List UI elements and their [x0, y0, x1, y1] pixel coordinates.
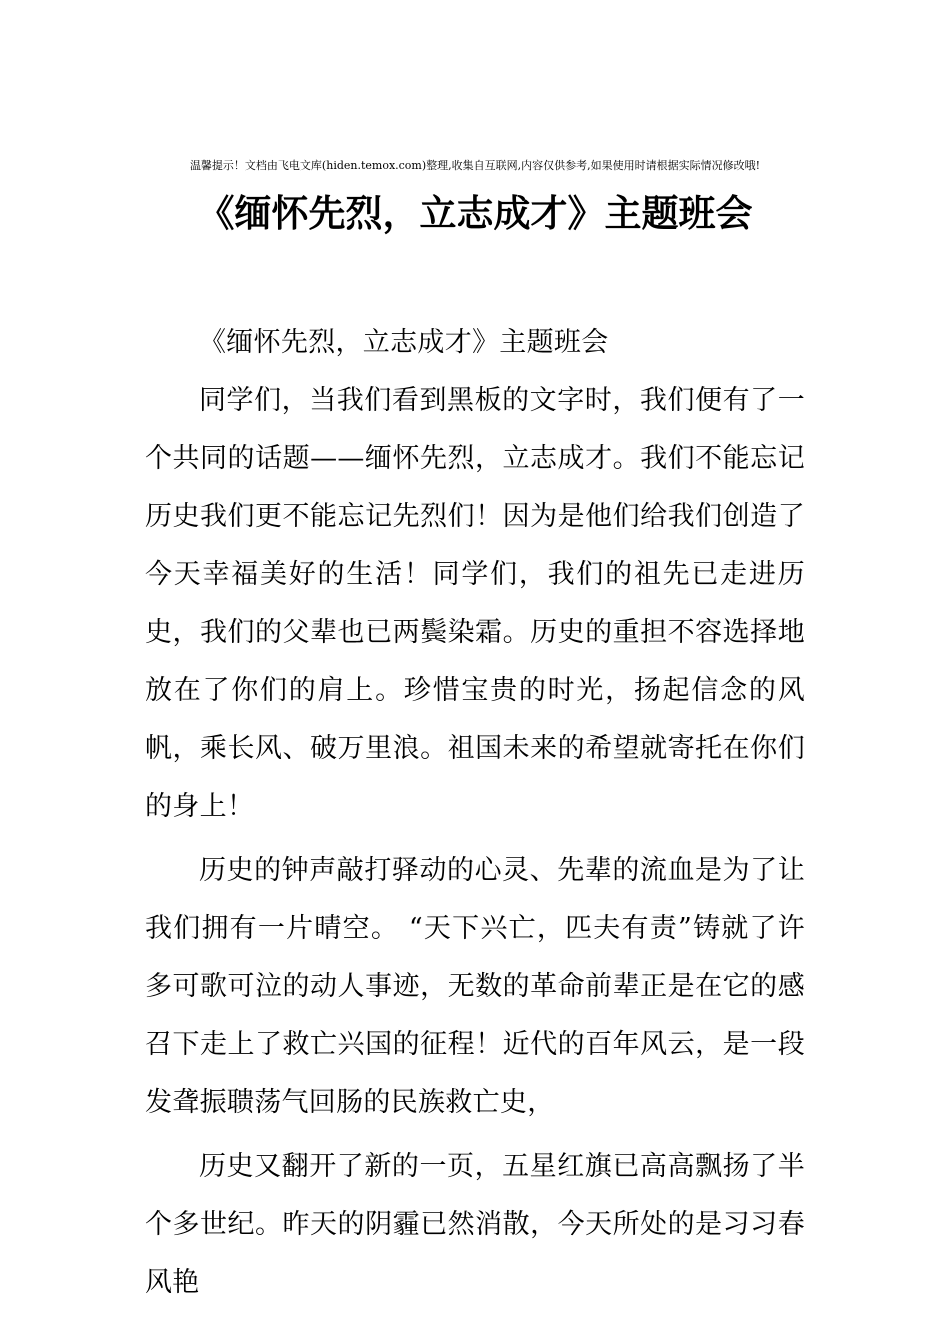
paragraph: 历史的钟声敲打驿动的心灵、先辈的流血是为了让我们拥有一片晴空。 “天下兴亡，匹夫有责”铸就了许多可歌可泣的动人事迹，无数的革命前辈正是在它的感召下走上了救亡兴国的征程！近代的百年风云，是一段发聋振聩荡气回肠的民族救亡史， — [145, 855, 805, 1118]
document-body — [145, 314, 805, 1312]
paragraph-subtitle: 《缅怀先烈，立志成才》主题班会 — [199, 327, 609, 358]
document-title: 《缅怀先烈，立志成才》主题班会 — [197, 192, 753, 235]
download-notice: 温馨提示！文档由飞电文库(hiden.temox.com)整理,收集自互联网,内容仅供参考,如果使用时请根据实际情况修改哦! — [189, 159, 761, 172]
paragraph: 同学们，当我们看到黑板的文字时，我们便有了一个共同的话题——缅怀先烈，立志成才。我们不能忘记历史我们更不能忘记先烈们！因为是他们给我们创造了今天幸福美好的生活！同学们，我们的祖先已走进历史，我们的父辈也已两鬓染霜。历史的重担不容选择地放在了你们的肩上。珍惜宝贵的时光，扬起信念的风帆，乘长风、破万里浪。祖国未来的希望就寄托在你们的身上！ — [145, 385, 805, 822]
paragraph: 历史又翻开了新的一页，五星红旗已高高飘扬了半个多世纪。昨天的阴霾已然消散，今天所处的是习习春风艳 — [145, 1151, 805, 1298]
